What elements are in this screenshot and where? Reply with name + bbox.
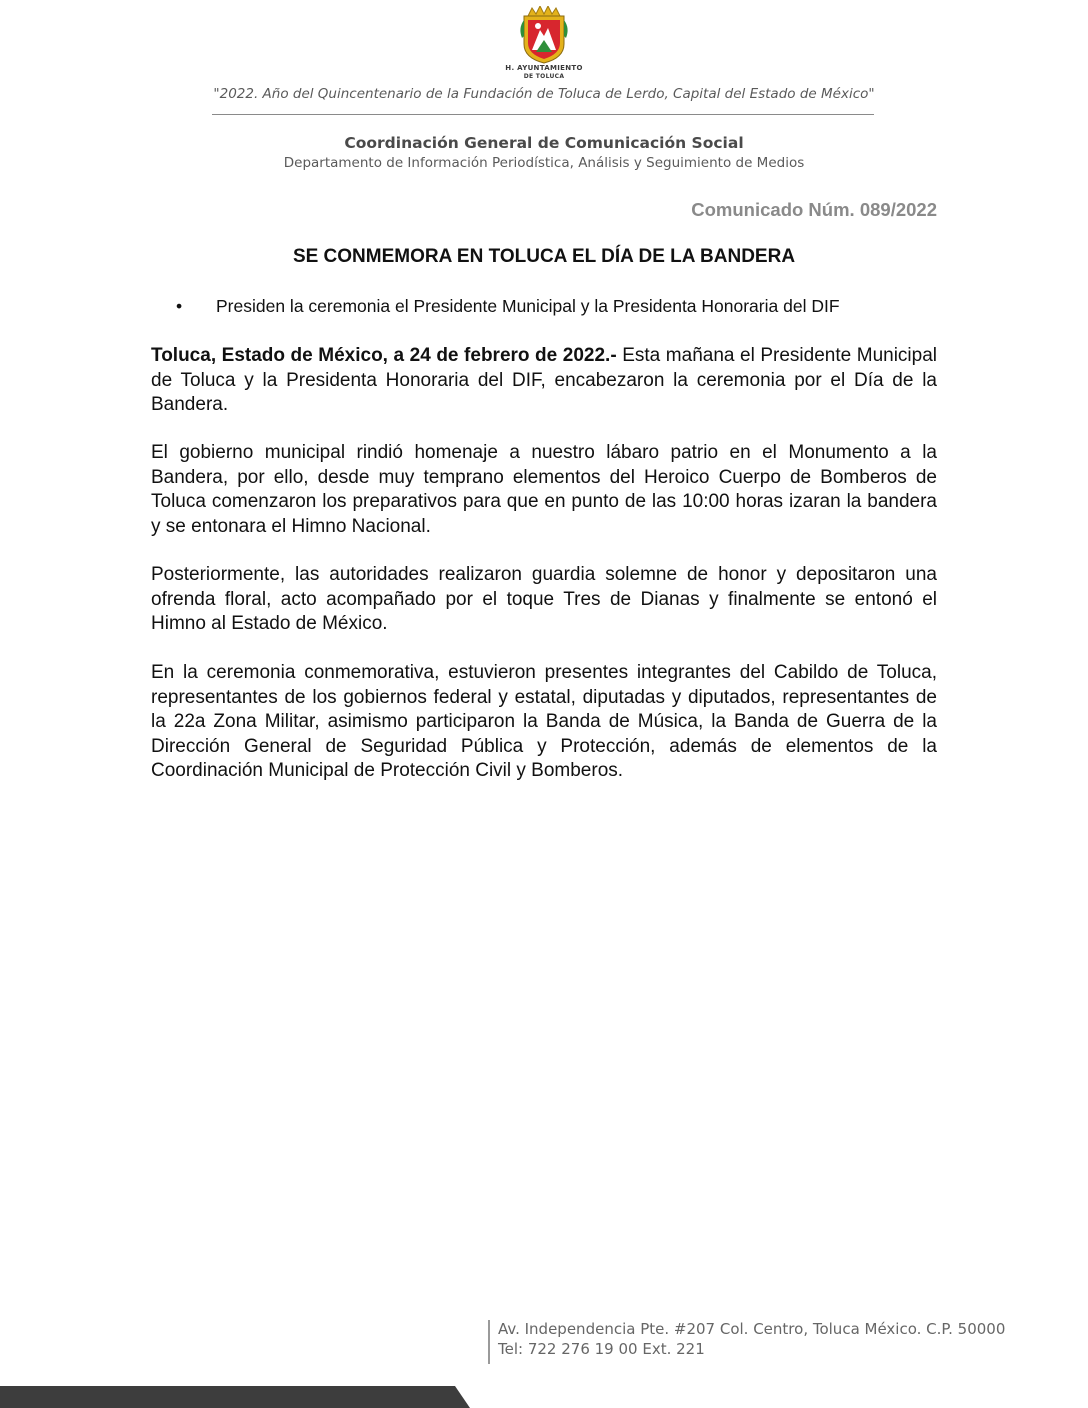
footer-divider — [488, 1320, 490, 1364]
bullet-text: Presiden la ceremonia el Presidente Municipal y la Presidenta Honoraria del DIF — [216, 296, 840, 316]
toluca-coat-of-arms-logo — [500, 6, 588, 82]
paragraph-1-text: Esta mañana el Presidente Municipal de Toluca y la Presidenta Honoraria del DIF, encabezaron la ceremonia por el Día de la Bandera. — [151, 345, 937, 415]
coat-of-arms-icon — [500, 6, 588, 64]
logo-text-toluca: DE TOLUCA — [523, 73, 565, 80]
dateline: Toluca, Estado de México, a 24 de febrero de 2022.- — [151, 345, 617, 366]
logo-text-ayuntamiento: H. AYUNTAMIENTO — [505, 64, 583, 72]
footer-stripe — [0, 1386, 470, 1408]
footer-address: Av. Independencia Pte. #207 Col. Centro, Toluca México. C.P. 50000 — [498, 1320, 1006, 1338]
release-headline: SE CONMEMORA EN TOLUCA EL DÍA DE LA BANDERA — [292, 246, 796, 267]
year-motto: "2022. Año del Quincentenario de la Fundación de Toluca de Lerdo, Capital del Estado de México" — [213, 86, 875, 102]
paragraph-1 — [151, 344, 937, 418]
department-name: Departamento de Información Periodística, Análisis y Seguimiento de Medios — [283, 155, 805, 171]
release-number: Comunicado Núm. 089/2022 — [691, 199, 937, 220]
bullet-icon: • — [176, 296, 183, 316]
paragraph-2: El gobierno municipal rindió homenaje a nuestro lábaro patrio en el Monumento a la Bandera, por ello, desde muy temprano elementos del Heroico Cuerpo de Bomberos de Toluca comenzaron los preparativos para que en punto de las 10:00 horas izaran la bandera y se entonara el Himno Nacional. — [151, 442, 937, 537]
header-divider — [212, 114, 874, 115]
paragraph-3: Posteriormente, las autoridades realizaron guardia solemne de honor y depositaron una ofrenda floral, acto acompañado por el toque Tres de Dianas y finalmente se entonó el Himno al Estado de México. — [151, 564, 937, 634]
coordination-title: Coordinación General de Comunicación Social — [344, 134, 744, 152]
footer-phone: Tel: 722 276 19 00 Ext. 221 — [498, 1340, 705, 1358]
paragraph-4: En la ceremonia conmemorativa, estuvieron presentes integrantes del Cabildo de Toluca, representantes de los gobiernos federal y estatal, diputadas y diputados, representantes de la 22a Zona Militar, asimismo participaron la Banda de Música, la Banda de Guerra de la Dirección General de Seguridad Pública y Protección, además de elementos de la Coordinación Municipal de Protección Civil y Bomberos. — [151, 662, 937, 781]
